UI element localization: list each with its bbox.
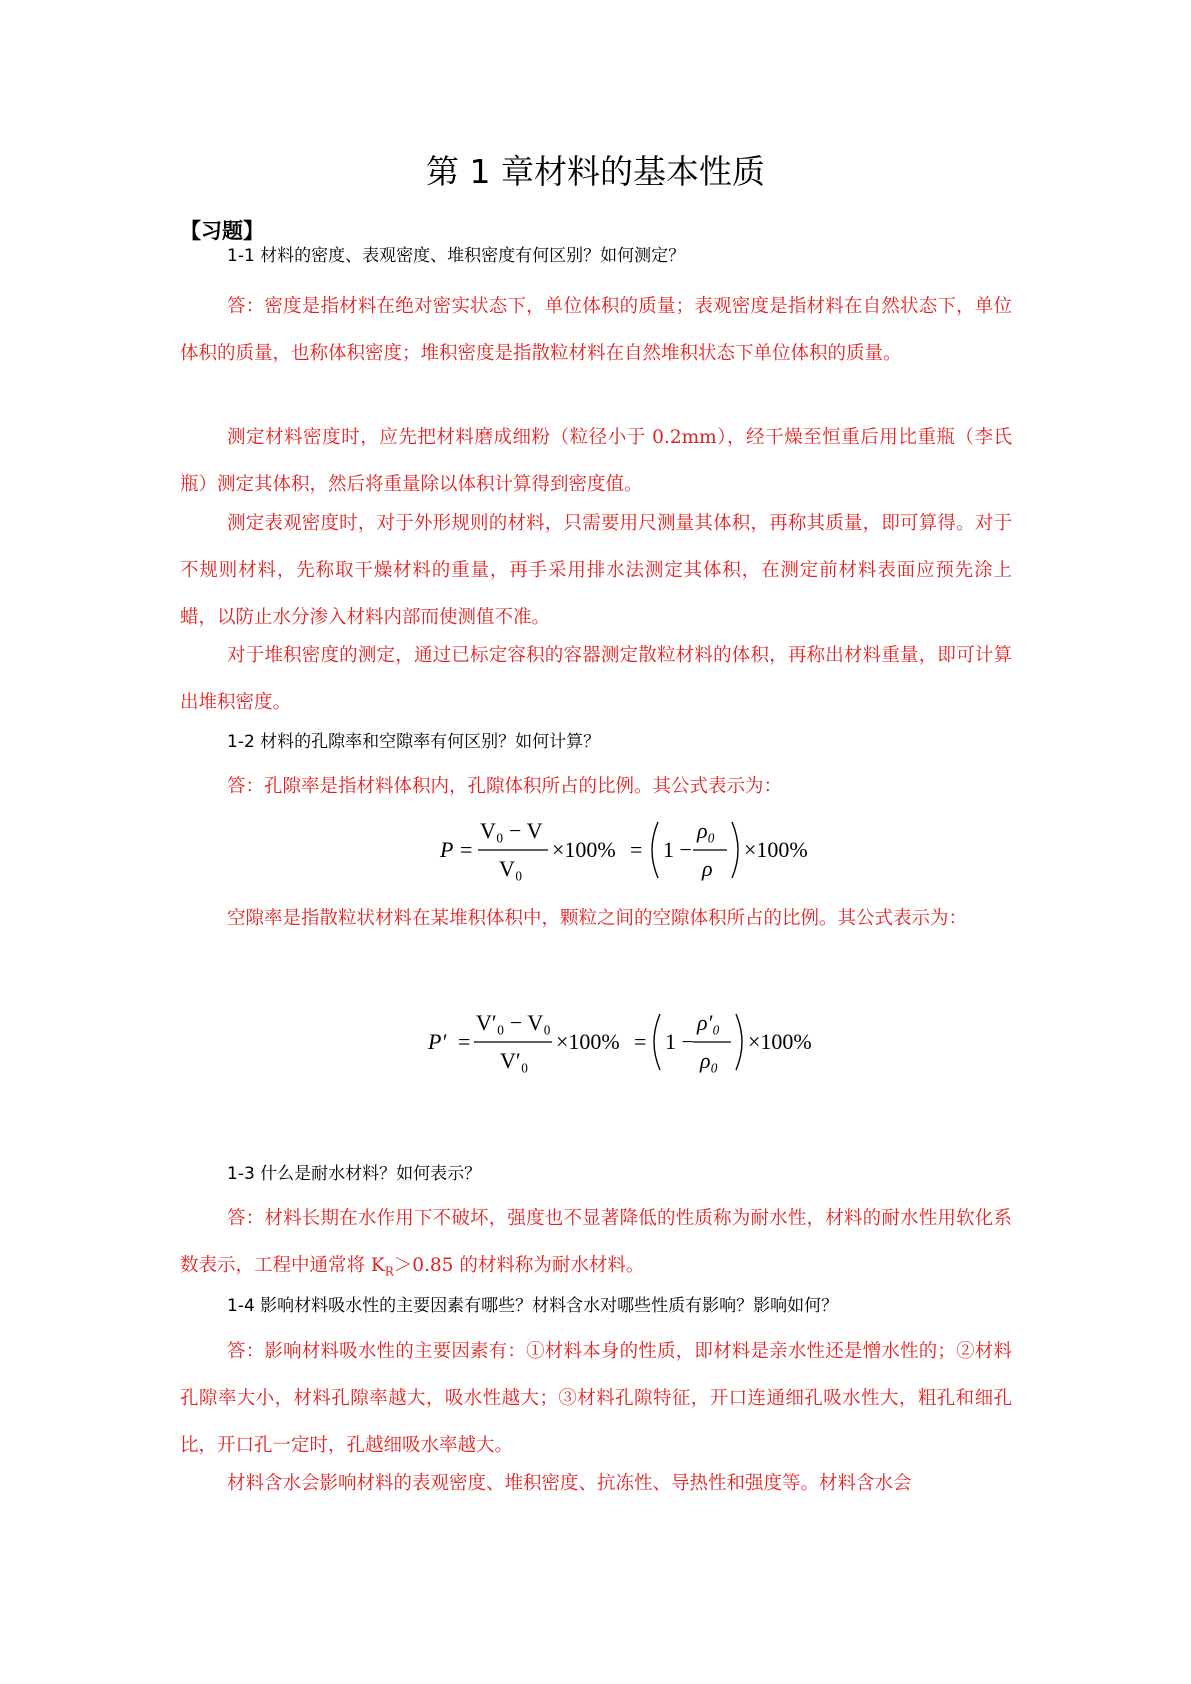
question-1-1: 1-1 材料的密度、表观密度、堆积密度有何区别？如何测定？ xyxy=(227,246,686,266)
question-1-2: 1-2 材料的孔隙率和空隙率有何区别？如何计算？ xyxy=(227,732,601,752)
answer-1-3-paragraph-1: 答：材料长期在水作用下不破坏，强度也不显著降低的性质称为耐水性，材料的耐水性用软化系数表示，工程中通常将 $K_R>0.85$ 的材料称为耐水材料。 xyxy=(180,1208,1012,1279)
porosity-formula xyxy=(0,808,1191,890)
formula-frac2-numerator: ρ₀ xyxy=(697,818,716,843)
formula-one-minus: 1 − xyxy=(663,837,692,862)
section-heading: 【习题】 xyxy=(180,219,264,243)
formula2-frac2-numerator: ρ′₀ xyxy=(697,1010,721,1035)
formula-lhs: P xyxy=(440,837,454,862)
formula-frac1-denominator: V₀ xyxy=(499,856,523,881)
answer-1-1-paragraph-3: 测定表观密度时，对于外形规则的材料，只需要用尺测量其体积，再称其质量，即可算得。对于不规则材料，先称取干燥材料的重量，再手采用排水法测定其体积，在测定前材料表面应预先涂上蜡，以防止水分渗入材料内部而使测值不准。 xyxy=(180,513,1012,628)
formula-frac2-denominator: ρ xyxy=(702,856,713,881)
formula-times-1: ×100% xyxy=(552,837,616,862)
formula-frac1-numerator: V₀ − V xyxy=(480,818,543,843)
answer-1-4-paragraph-1: 答：影响材料吸水性的主要因素有：①材料本身的性质，即材料是亲水性还是憎水性的；②材料孔隙率大小，材料孔隙率越大，吸水性越大；③材料孔隙特征，开口连通细孔吸水性大，粗孔和细孔比，开口孔一定时，孔越细吸水率越大。 xyxy=(180,1341,1012,1456)
chapter-title: 第 1 章材料的基本性质 xyxy=(426,152,765,191)
question-1-3: 1-3 什么是耐水材料？如何表示？ xyxy=(227,1164,482,1184)
answer-1-1-paragraph-1: 答：密度是指材料在绝对密实状态下，单位体积的质量；表观密度是指材料在自然状态下，单位体积的质量，也称体积密度；堆积密度是指散粒材料在自然堆积状态下单位体积的质量。 xyxy=(180,296,1012,364)
formula2-lhs: P′ xyxy=(428,1029,447,1054)
voids-ratio-formula xyxy=(0,1000,1191,1082)
answer-1-2-paragraph-1: 答：孔隙率是指材料体积内，孔隙体积所占的比例。其公式表示为： xyxy=(227,776,783,797)
formula2-one-minus: 1 − xyxy=(665,1029,694,1054)
answer-1-1-paragraph-2: 测定材料密度时，应先把材料磨成细粉（粒径小于 0.2mm），经干燥至恒重后用比重瓶（李氏瓶）测定其体积，然后将重量除以体积计算得到密度值。 xyxy=(180,427,1012,495)
formula2-frac1-numerator: V′₀ − V₀ xyxy=(476,1010,551,1035)
formula2-frac1-denominator: V′₀ xyxy=(500,1048,529,1073)
svg-text:=: = xyxy=(458,1029,471,1054)
svg-text:=: = xyxy=(634,1029,647,1054)
formula2-frac2-denominator: ρ₀ xyxy=(700,1048,719,1073)
svg-text:=: = xyxy=(630,837,643,862)
formula2-times-1: ×100% xyxy=(556,1029,620,1054)
formula2-times-2: ×100% xyxy=(748,1029,812,1054)
answer-1-4-paragraph-2: 材料含水会影响材料的表观密度、堆积密度、抗冻性、导热性和强度等。材料含水会 xyxy=(227,1473,912,1494)
formula-times-2: ×100% xyxy=(744,837,808,862)
svg-text:=: = xyxy=(460,837,473,862)
question-1-4: 1-4 影响材料吸水性的主要因素有哪些？材料含水对哪些性质有影响？影响如何？ xyxy=(227,1296,839,1316)
answer-1-2-paragraph-2: 空隙率是指散粒状材料在某堆积体积中，颗粒之间的空隙体积所占的比例。其公式表示为： xyxy=(227,908,968,929)
answer-1-1-paragraph-4: 对于堆积密度的测定，通过已标定容积的容器测定散粒材料的体积，再称出材料重量，即可计算出堆积密度。 xyxy=(180,645,1012,713)
